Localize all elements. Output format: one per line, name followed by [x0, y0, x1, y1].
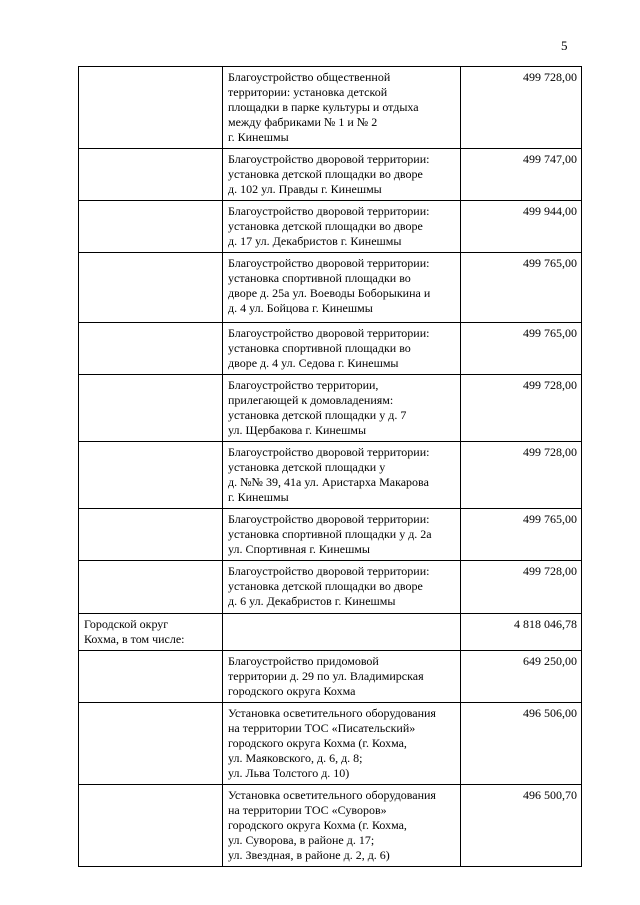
table-row [79, 149, 582, 201]
table-row [79, 703, 582, 785]
amount-cell: 499 765,00 [461, 253, 582, 323]
description-cell: Благоустройство дворовой территории: установка детской площадки у д. №№ 39, 41а ул. Аристарха Макарова г. Кинешмы [223, 442, 461, 509]
amount-cell: 499 728,00 [461, 561, 582, 614]
amount-cell: 649 250,00 [461, 651, 582, 703]
description-cell: Благоустройство территории, прилегающей к домовладениям: установка детской площадки у д. 7 ул. Щербакова г. Кинешмы [223, 375, 461, 442]
municipality-cell [79, 651, 223, 703]
amount-cell: 496 500,70 [461, 785, 582, 867]
amount-cell: 499 728,00 [461, 442, 582, 509]
table-row [79, 323, 582, 375]
municipality-cell [79, 561, 223, 614]
municipality-cell [79, 785, 223, 867]
municipality-cell [79, 201, 223, 253]
municipality-cell [79, 509, 223, 561]
description-cell: Благоустройство дворовой территории: установка спортивной площадки у д. 2а ул. Спортивная г. Кинешмы [223, 509, 461, 561]
municipality-cell [79, 253, 223, 323]
municipality-cell [79, 67, 223, 149]
description-cell: Благоустройство дворовой территории: установка детской площадки во дворе д. 102 ул. Правды г. Кинешмы [223, 149, 461, 201]
municipality-cell [79, 442, 223, 509]
table-row [79, 442, 582, 509]
amount-cell: 499 728,00 [461, 375, 582, 442]
municipality-cell: Городской округ Кохма, в том числе: [79, 614, 223, 651]
description-cell: Благоустройство дворовой территории: установка спортивной площадки во дворе д. 25а ул. Воеводы Боборыкина и д. 4 ул. Бойцова г. Кинешмы [223, 253, 461, 323]
table-row [79, 785, 582, 867]
amount-cell: 499 765,00 [461, 509, 582, 561]
amount-cell: 499 944,00 [461, 201, 582, 253]
description-cell: Установка осветительного оборудования на территории ТОС «Писательский» городского округа Кохма (г. Кохма, ул. Маяковского, д. 6, д. 8; ул. Льва Толстого д. 10) [223, 703, 461, 785]
table-row [79, 651, 582, 703]
description-cell: Благоустройство дворовой территории: установка детской площадки во дворе д. 6 ул. Декабристов г. Кинешмы [223, 561, 461, 614]
municipality-cell [79, 703, 223, 785]
description-cell [223, 614, 461, 651]
table-row [79, 561, 582, 614]
description-cell: Благоустройство придомовой территории д. 29 по ул. Владимирская городского округа Кохма [223, 651, 461, 703]
amount-cell: 496 506,00 [461, 703, 582, 785]
table-row [79, 614, 582, 651]
table-row [79, 67, 582, 149]
table-row [79, 509, 582, 561]
amount-cell: 499 747,00 [461, 149, 582, 201]
description-cell: Благоустройство общественной территории: установка детской площадки в парке культуры и отдыха между фабриками № 1 и № 2 г. Кинешмы [223, 67, 461, 149]
description-cell: Установка осветительного оборудования на территории ТОС «Суворов» городского округа Кохма (г. Кохма, ул. Суворова, в районе д. 17; ул. Звездная, в районе д. 2, д. 6) [223, 785, 461, 867]
municipality-cell [79, 323, 223, 375]
amount-cell: 499 728,00 [461, 67, 582, 149]
table-row [79, 201, 582, 253]
municipality-cell [79, 375, 223, 442]
table-row [79, 253, 582, 323]
budget-table [78, 66, 582, 867]
amount-cell: 4 818 046,78 [461, 614, 582, 651]
page-number: 5 [561, 38, 568, 53]
description-cell: Благоустройство дворовой территории: установка детской площадки во дворе д. 17 ул. Декабристов г. Кинешмы [223, 201, 461, 253]
municipality-cell [79, 149, 223, 201]
description-cell: Благоустройство дворовой территории: установка спортивной площадки во дворе д. 4 ул. Седова г. Кинешмы [223, 323, 461, 375]
amount-cell: 499 765,00 [461, 323, 582, 375]
table-row [79, 375, 582, 442]
